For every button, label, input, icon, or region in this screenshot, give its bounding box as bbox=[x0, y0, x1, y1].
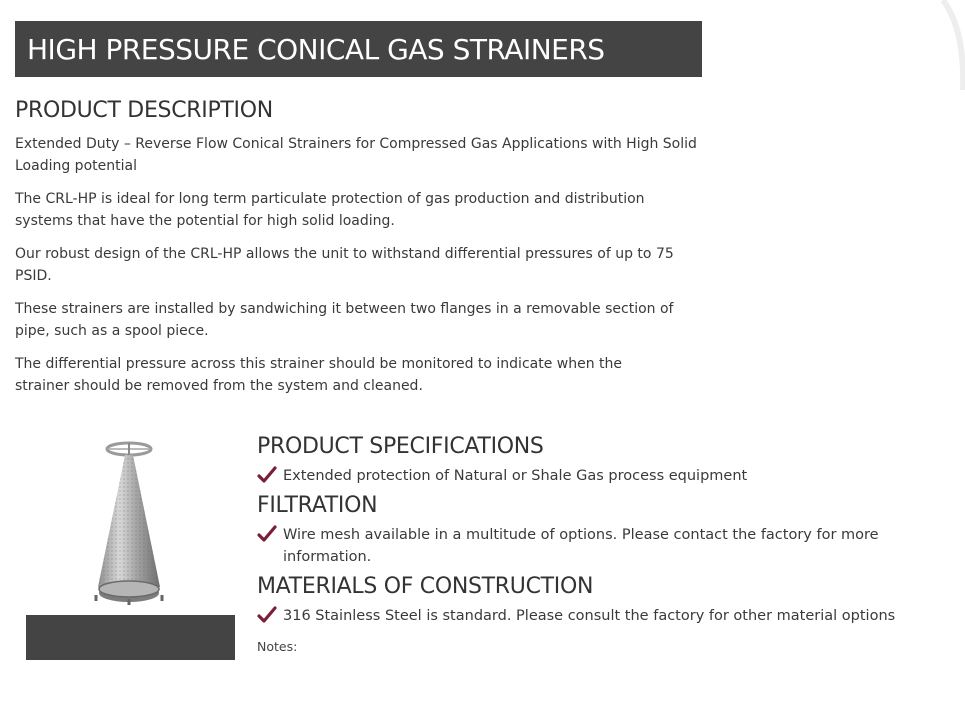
description-paragraph: The CRL-HP is ideal for long term particulate protection of gas production and distribution systems that have the potential for high solid loading. bbox=[15, 191, 645, 229]
product-specifications bbox=[257, 434, 917, 654]
filtration-heading: FILTRATION bbox=[257, 493, 378, 518]
description-paragraph: The differential pressure across this strainer should be monitored to indicate when the strainer should be removed from the system and cleaned. bbox=[15, 356, 623, 394]
description-paragraph: These strainers are installed by sandwiching it between two flanges in a removable section of pipe, such as a spool piece. bbox=[15, 301, 674, 339]
notes-label: Notes: bbox=[257, 639, 298, 654]
checkmark-icon bbox=[257, 524, 277, 546]
title-banner bbox=[15, 21, 702, 77]
description-paragraph: Extended Duty – Reverse Flow Conical Strainers for Compressed Gas Applications with High Solid Loading potential bbox=[15, 136, 697, 174]
list-item bbox=[257, 605, 917, 627]
list-item bbox=[257, 465, 917, 487]
conical-strainer-image bbox=[26, 437, 235, 609]
page-title: HIGH PRESSURE CONICAL GAS STRAINERS bbox=[27, 32, 605, 66]
corner-decoration bbox=[925, 0, 965, 90]
specifications-heading: PRODUCT SPECIFICATIONS bbox=[257, 434, 544, 459]
description-heading: PRODUCT DESCRIPTION bbox=[15, 98, 273, 123]
materials-heading: MATERIALS OF CONSTRUCTION bbox=[257, 574, 594, 599]
list-item-text: Extended protection of Natural or Shale Gas process equipment bbox=[283, 468, 748, 484]
checkmark-icon bbox=[257, 605, 277, 627]
image-caption-bar bbox=[26, 615, 235, 660]
checkmark-icon bbox=[257, 465, 277, 487]
list-item bbox=[257, 524, 897, 568]
description-paragraph: Our robust design of the CRL-HP allows the unit to withstand differential pressures of up to 75 PSID. bbox=[15, 246, 674, 284]
list-item-text: Wire mesh available in a multitude of options. Please contact the factory for more information. bbox=[283, 527, 879, 565]
list-item-text: 316 Stainless Steel is standard. Please consult the factory for other material options bbox=[283, 608, 896, 624]
product-description bbox=[15, 98, 715, 408]
